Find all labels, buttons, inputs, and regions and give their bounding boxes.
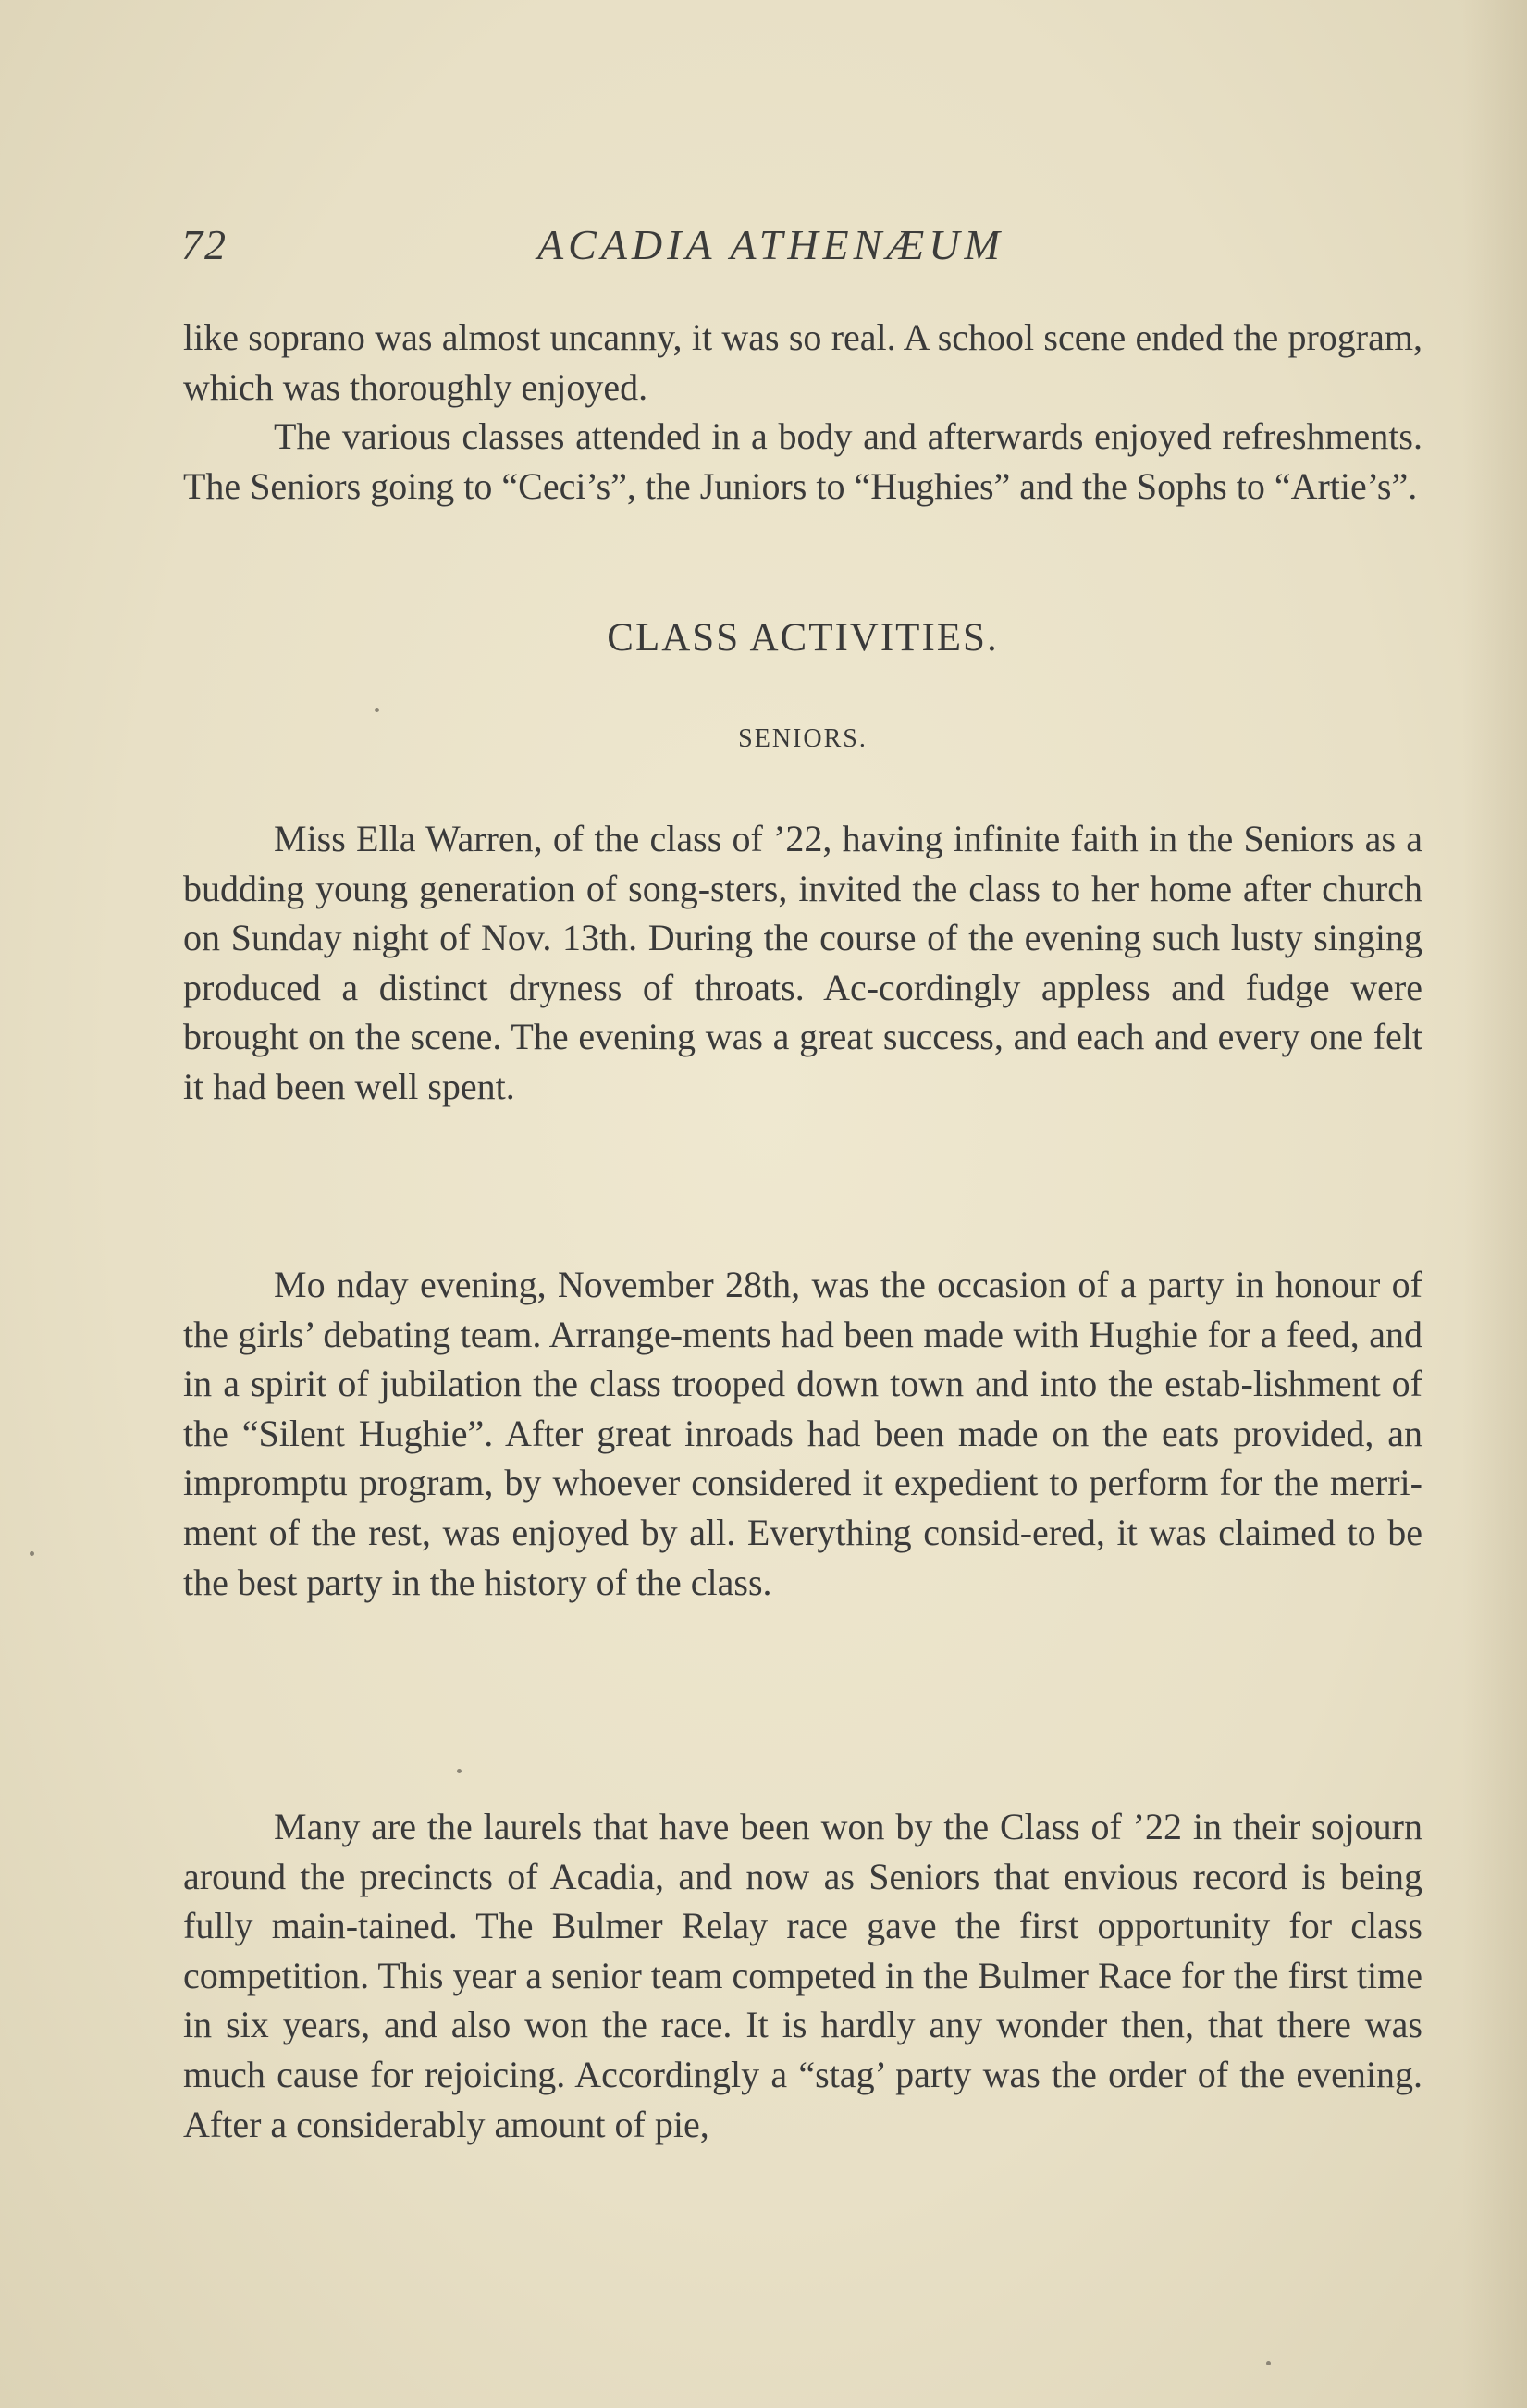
page-number: 72 [181, 221, 228, 268]
body-paragraph: Miss Ella Warren, of the class of ’22, having infinite faith in the Seniors as a budding young generation of song-sters, invited the class to her home after church on Sunday night of Nov. 13th. During the course of the evening such lusty singing produced a distinct dryness of throats. Ac-cordingly appless and fudge were brought on the scene. The evening was a great success, and each and every one felt it had been well spent. [183, 818, 1422, 1107]
body-paragraph: Many are the laurels that have been won by the Class of ’22 in their sojourn around the precincts of Acadia, and now as Seniors that envious record is being fully main-tained. The Bulmer Relay race gave the first opportunity for class competition. This year a senior team competed in the Bulmer Race for the first time in six years, and also won the race. It is hardly any wonder then, that there was much cause for rejoicing. Accordingly a “stag’ party was the order of the evening. After a considerably amount of pie, [183, 1806, 1422, 2145]
intro-text [183, 313, 1422, 511]
journal-title: ACADIA ATHENÆUM [537, 221, 1004, 268]
paper-speck [375, 708, 379, 712]
paper-speck [30, 1551, 34, 1556]
body-paragraph: Mo nday evening, November 28th, was the occasion of a party in honour of the girls’ debating team. Arrange-ments had been made with Hughie for a feed, and in a spirit of jubilation the class trooped down town and into the estab-lishment of the “Silent Hughie”. After great inroads had been made on the eats provided, an impromptu program, by whoever considered it expedient to perform for the merri-ment of the rest, was enjoyed by all. Everything consid-ered, it was claimed to be the best party in the history of the class. [183, 1264, 1422, 1603]
seniors-paragraph-3 [183, 1802, 1422, 2149]
paper-speck [1266, 2361, 1271, 2365]
seniors-paragraph-1 [183, 814, 1422, 1112]
seniors-paragraph-2 [183, 1260, 1422, 1607]
subsection-title: SENIORS. [738, 724, 868, 753]
intro-paragraph-1: like soprano was almost uncanny, it was so real. A school scene ended the program, which was thoroughly enjoyed. [183, 316, 1422, 408]
paper-speck [457, 1769, 462, 1773]
running-header [181, 220, 1421, 285]
page-edge-shadow [1462, 0, 1527, 2408]
intro-paragraph-2: The various classes attended in a body and afterwards enjoyed refreshments. The Seniors going to “Ceci’s”, the Juniors to “Hughies” and the Sophs to “Artie’s”. [183, 415, 1422, 507]
section-title: CLASS ACTIVITIES. [607, 616, 999, 660]
